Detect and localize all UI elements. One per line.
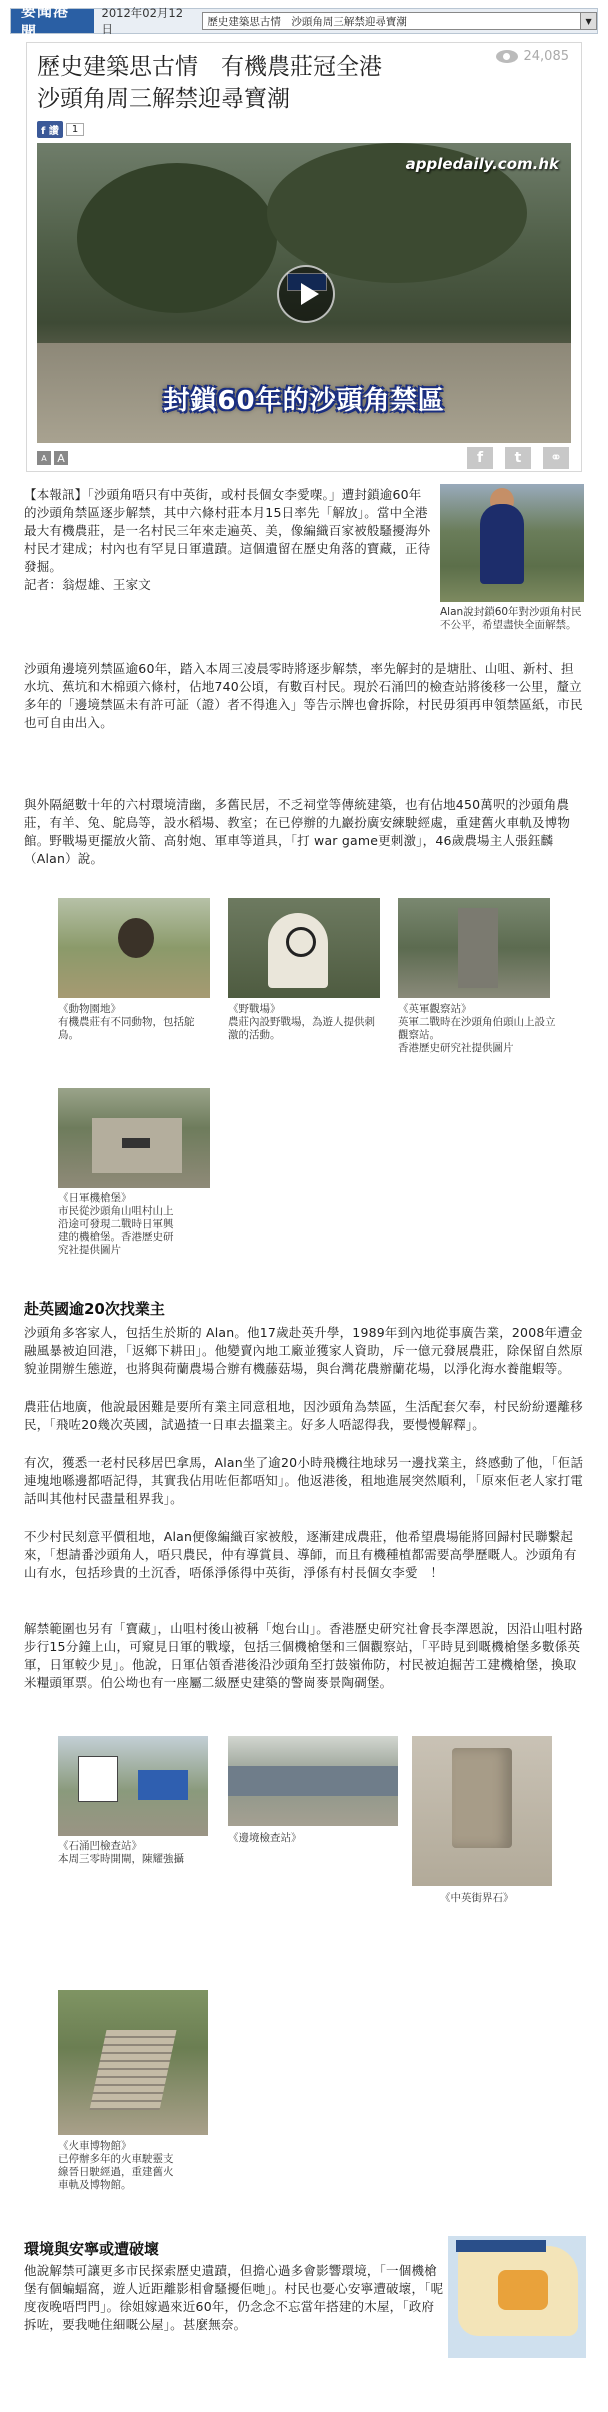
article-headline bbox=[37, 51, 382, 115]
video-caption: 封鎖60年的沙頭角禁區 bbox=[163, 386, 445, 416]
photo-figure-body bbox=[480, 504, 524, 584]
font-size-large-button[interactable]: A bbox=[54, 451, 68, 465]
photo-target-board bbox=[268, 913, 328, 988]
photo-alan bbox=[440, 484, 584, 602]
headline-line-2: 沙頭角周三解禁迎尋寶潮 bbox=[37, 86, 290, 112]
headline-line-1: 歷史建築思古情 有機農莊冠全港 bbox=[37, 54, 382, 80]
caption-watchtower: 《英軍觀察站》 英軍二戰時在沙頭角伯頭山上設立觀察站。 香港歷史研究社提供圖片 bbox=[398, 1003, 556, 1054]
photo-boundary-stone bbox=[412, 1736, 552, 1886]
facebook-like-button[interactable]: f 讚 bbox=[37, 121, 63, 138]
photo-ostrich-bird bbox=[118, 918, 154, 958]
photo-border-checkpoint bbox=[228, 1736, 398, 1826]
caption-target: 《野戰場》 農莊內設野戰場，為遊人提供刺激的活動。 bbox=[228, 1003, 375, 1041]
caption-ostrich: 《動物園地》 有機農莊有不同動物，包括鴕鳥。 bbox=[58, 1003, 195, 1041]
article-paragraph: 沙頭角多客家人，包括生於斯的 Alan。他17歲赴英升學，1989年到內地從事廣告業，2008年遭金融風暴被迫回港，「返鄉下耕田」。他變賣內地工廠並獲家人資助，斥一億元發展農莊，除保留自然原貌並開辦生態遊，也將與荷蘭農場合辦有機藤菇場，與台灣花農辦蘭花場，以淨化海水養龍蝦等。 bbox=[24, 1325, 584, 1376]
view-count bbox=[496, 49, 570, 64]
video-panel bbox=[26, 42, 582, 472]
photo-sign-board bbox=[78, 1756, 118, 1802]
article-paragraph: 與外隔絕數十年的六村環境清幽，多舊民居，不乏祠堂等傳統建築，也有佔地450萬呎的沙頭角農莊，有羊、兔、鴕鳥等，設水稻場、教室；在已停辦的九巖扮廣安練駛經處，重建舊火車軌及博物館。野戰場更擺放火箭、高射炮、軍車等道具，「打 war game更刺激」，46歲農場主人張鈺麟（Alan）說。 bbox=[24, 797, 571, 866]
chevron-down-icon[interactable]: ▼ bbox=[580, 13, 596, 29]
photo-checkpoint-building bbox=[228, 1766, 398, 1796]
section-heading: 環境與安寧或遭破壞 bbox=[24, 2240, 160, 2258]
section-tab[interactable]: 要聞港聞 bbox=[11, 9, 94, 33]
byline: 記者：翁煜雄、王家文 bbox=[24, 577, 152, 592]
article-paragraph: 解禁範圍也另有「寶藏」，山咀村後山被稱「炮台山」。香港歷史研究社會長李澤恩說，因沿山咀村路步行15分鐘上山，可窺見日軍的戰壕，包括三個機槍堡和三個觀察站，「平時見到嘅機槍堡多數係英軍，日軍較少見」。他說，日軍佔領香港後沿沙頭角至打鼓嶺佈防，村民被迫掘苦工建機槍堡，換取米糧頭軍票。伯公坳也有一座屬二級歷史建築的警崗麥景陶碉堡。 bbox=[24, 1621, 584, 1690]
photo-checkpoint-sign bbox=[58, 1736, 208, 1836]
issue-date: 2012年02月12日 bbox=[101, 6, 184, 36]
photo-sign-board bbox=[138, 1770, 188, 1800]
map-closed-area bbox=[498, 2270, 548, 2310]
top-navigation-bar bbox=[10, 2, 598, 41]
twitter-share-icon[interactable]: t bbox=[505, 447, 531, 469]
caption-boundary-stone: 《中英街界石》 bbox=[440, 1892, 514, 1904]
caption-checkpoint-sign: 《石涌凹檢查站》 本周三零時開閘，陳耀強攝 bbox=[58, 1840, 184, 1865]
map-graphic bbox=[448, 2236, 586, 2358]
caption-railway-steps: 《火車博物館》 已停辦多年的火車駛靈支線晉日駛經過，重建舊火車軌及博物館。 bbox=[58, 2140, 174, 2191]
link-share-icon[interactable]: ⚭ bbox=[543, 447, 569, 469]
facebook-like bbox=[37, 121, 84, 138]
article-paragraph: 有次，獲悉一老村民移居巴拿馬，Alan坐了逾20小時飛機往地球另一邊找業主，終感動了他，「佢話連塊地喺邊都唔記得，其實我佔用咗佢都唔知」。他返港後，租地進展突然順利，「原來佢老人家打電話叫其他村民盡量租界我」。 bbox=[24, 1455, 584, 1506]
font-size-controls bbox=[37, 451, 68, 465]
article-intro: 【本報訊】「沙頭角唔只有中英街，或村長個女李愛㗎。」遭封鎖逾60年的沙頭角禁區逐步解禁，其中六條村莊本月15日率先「解放」。當中全港最大有機農莊，是一名村民三年來走遍英、美，像編織百家被般騷擾海外村民才建成；村內也有罕見日軍遺蹟。這個遺留在歷史角落的寶藏，正待發掘。 記者：翁煜雄、王家文 bbox=[24, 487, 431, 592]
caption-alan: Alan說封鎖60年對沙頭角村民不公平，希望盡快全面解禁。 bbox=[440, 606, 582, 631]
article-paragraph: 農莊佔地廣，他說最困難是要所有業主同意租地，因沙頭角為禁區，生活配套欠奉，村民紛紛遷離移民，「飛咗20幾次英國，試過揸一日車去搵業主。好多人唔認得我，要慢慢解釋」。 bbox=[24, 1399, 583, 1432]
facebook-share-icon[interactable]: f bbox=[467, 447, 493, 469]
photo-bunker-structure bbox=[92, 1118, 182, 1173]
photo-watchtower-structure bbox=[458, 908, 498, 988]
photo-watchtower bbox=[398, 898, 550, 998]
view-count-value: 24,085 bbox=[523, 49, 569, 64]
facebook-like-count: 1 bbox=[66, 123, 84, 136]
article-paragraph: 他說解禁可讓更多市民探索歷史遺蹟，但擔心過多會影響環境，「一個機槍堡有個蝙蝠窩，遊人近距離影相會騷擾佢哋」。村民也憂心安寧遭破壞，「呢度夜晚唔閂門」。徐姐嫁過來近60年，仍念念不忘當年搭建的木屋，「政府拆咗，要我哋住細嘅公屋」。甚麼無奈。 bbox=[24, 2263, 444, 2332]
photo-ostrich bbox=[58, 898, 210, 998]
share-bar bbox=[467, 447, 569, 469]
play-icon[interactable] bbox=[277, 265, 335, 323]
eye-icon bbox=[496, 50, 518, 63]
map-title-bar bbox=[456, 2240, 546, 2252]
font-size-small-button[interactable]: A bbox=[37, 451, 51, 465]
article-select-value: 歷史建築思古情 沙頭角周三解禁迎尋寶潮 bbox=[207, 15, 407, 28]
video-frame-tree bbox=[77, 163, 277, 313]
photo-steps-path bbox=[89, 2030, 176, 2110]
photo-boundary-stone-object bbox=[452, 1748, 512, 1848]
photo-railway-steps bbox=[58, 1990, 208, 2135]
article-paragraph: 沙頭角邊境列禁區逾60年，踏入本周三凌晨零時將逐步解禁，率先解封的是塘肚、山咀、新村、担水坑、蕉坑和木棉頭六條村，佔地740公頃，有數百村民。現於石涌凹的檢查站將後移一公里，釐立多年的「邊境禁區未有許可証（證）者不得進入」等告示牌也會拆除，村民毋須再申領禁區紙，市民也可自由出入。 bbox=[24, 661, 583, 730]
photo-bunker bbox=[58, 1088, 210, 1188]
photo-target bbox=[228, 898, 380, 998]
article-paragraph: 不少村民刻意平價租地，Alan便像編織百家被般，逐漸建成農莊，他希望農場能將回歸村民聯繫起來，「想請番沙頭角人，唔只農民，仲有導賞員、導師，而且有機種植都需要高學歷嘅人。沙頭角有山有水，包括珍貴的土沉香，唔係淨係得中英街，淨係有村長個女李愛 ！ bbox=[24, 1529, 577, 1580]
caption-bunker: 《日軍機槍堡》 市民從沙頭角山咀村山上沿途可發現二戰時日軍興建的機槍堡。香港歷史研究社提供圖片 bbox=[58, 1192, 174, 1256]
article-select-dropdown[interactable] bbox=[202, 12, 597, 30]
video-watermark: appledaily.com.hk bbox=[405, 155, 559, 173]
section-heading: 赴英國逾20次找業主 bbox=[24, 1300, 165, 1318]
caption-border-checkpoint: 《邊境檢查站》 bbox=[228, 1832, 302, 1844]
video-player[interactable] bbox=[37, 143, 571, 443]
